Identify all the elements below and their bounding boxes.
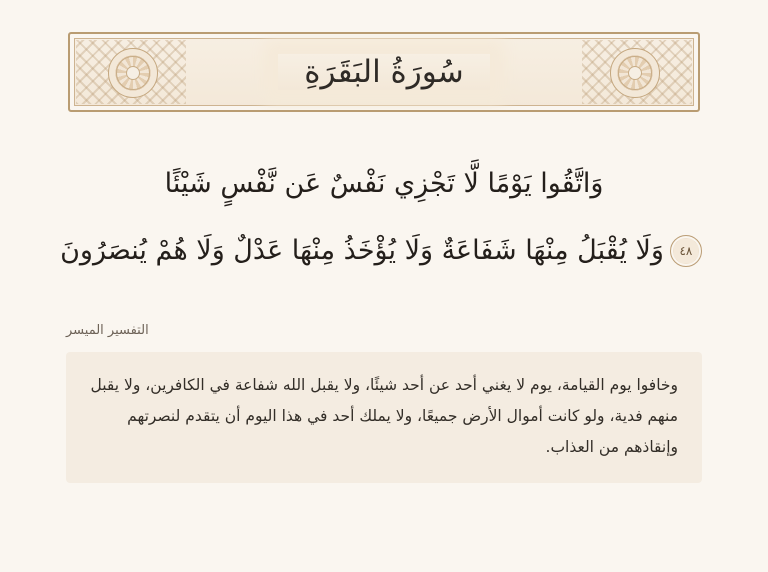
- rosette-left-icon: [108, 48, 158, 98]
- ayah-text-block: [56, 158, 712, 277]
- tafsir-body-text: وخافوا يوم القيامة، يوم لا يغني أحد عن أحد شيئًا، ولا يقبل الله شفاعة في الكافرين، ولا يقبل منهم فدية، ولو كانت أموال الأرض جميعًا، ولا يملك أحد في هذا اليوم أن يتقدم لنصرتهم وإنقاذهم من العذاب.: [90, 376, 678, 457]
- ayah-line-1: وَاتَّقُوا يَوْمًا لَّا تَجْزِي نَفْسٌ عَن نَّفْسٍ شَيْئًا: [164, 168, 604, 199]
- ayah-line-2: وَلَا يُقْبَلُ مِنْهَا شَفَاعَةٌ وَلَا يُؤْخَذُ مِنْهَا عَدْلٌ وَلَا هُمْ يُنصَرُونَ: [60, 234, 664, 266]
- tafsir-card: [66, 352, 702, 483]
- quran-ayah-page: [0, 32, 768, 572]
- surah-title-container: [278, 54, 490, 90]
- rosette-right-icon: [610, 48, 660, 98]
- tafsir-heading: التفسير الميسر: [66, 323, 149, 339]
- surah-title: سُورَةُ البَقَرَةِ: [304, 54, 464, 90]
- surah-header-banner: [68, 32, 700, 112]
- ayah-number-marker: ٤٨: [670, 235, 702, 267]
- ayah-line-2-row: [56, 225, 712, 278]
